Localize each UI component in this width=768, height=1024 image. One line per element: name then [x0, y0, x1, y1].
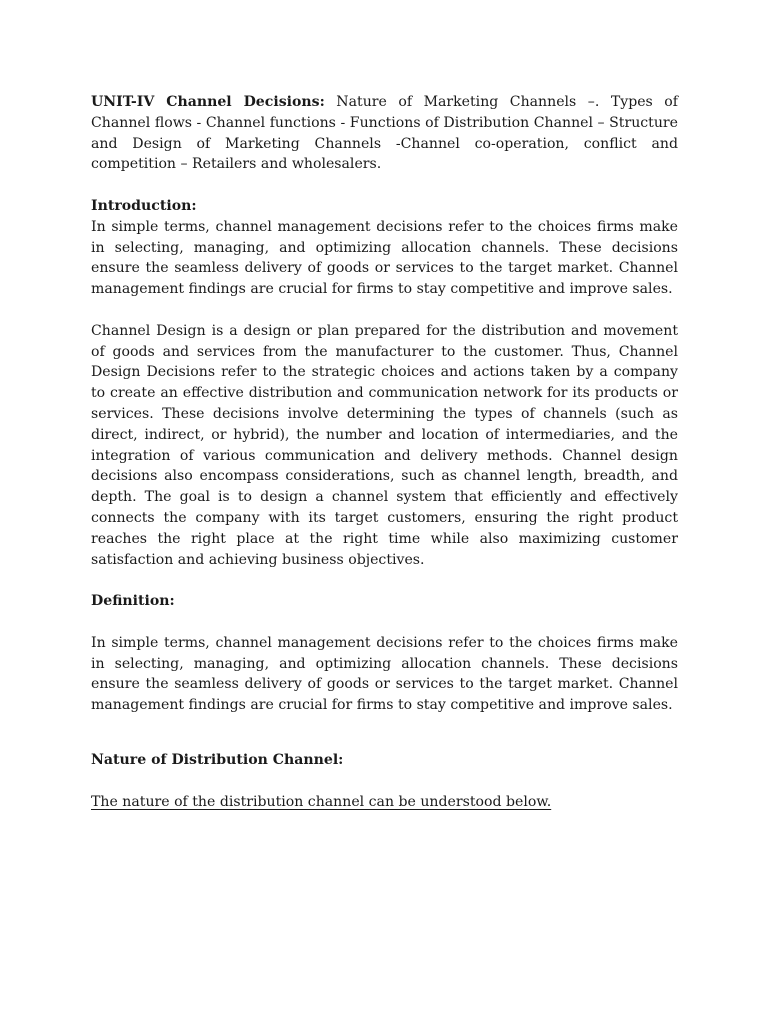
nature-intro-text: The nature of the distribution channel can be understood below.	[91, 793, 552, 810]
nature-intro	[91, 792, 678, 813]
introduction-paragraph-2: Channel Design is a design or plan prepared for the distribution and movement of goods and services from the manufacturer to the customer. Thus, Channel Design Decisions refer to the strategic choices and actions taken by a company to create an effective distribution and communication network for its products or services. These decisions involve determining the types of channels (such as direct, indirect, or hybrid), the number and location of intermediaries, and the integration of various communication and delivery methods. Channel design decisions also encompass considerations, such as channel length, breadth, and depth. The goal is to design a channel system that efficiently and effectively connects the company with its target customers, ensuring the right product reaches the right place at the right time while also maximizing customer satisfaction and achieving business objectives.	[91, 322, 678, 568]
unit-topics: Nature of Marketing Channels –. Types of Channel flows - Channel functions - Functions of Distribution Channel – Structure and Design of Marketing Channels -Channel co-operation, conflict and competition – Retailers and wholesalers.	[91, 94, 679, 173]
unit-label: UNIT-IV Channel Decisions:	[91, 94, 325, 110]
nature-heading: Nature of Distribution Channel:	[91, 751, 344, 768]
definition-paragraph: In simple terms, channel management decisions refer to the choices firms make in selecting, managing, and optimizing allocation channels. These decisions ensure the seamless delivery of goods or services to the target market. Channel management findings are crucial for firms to stay competitive and improve sales.	[91, 634, 678, 714]
spacer	[91, 300, 678, 321]
unit-overview	[91, 92, 678, 175]
introduction-heading: Introduction:	[91, 197, 197, 214]
introduction-paragraph-1: In simple terms, channel management decisions refer to the choices firms make in selecting, managing, and optimizing allocation channels. These decisions ensure the seamless delivery of goods or services to the target market. Channel management findings are crucial for firms to stay competitive and improve sales.	[91, 218, 678, 298]
spacer	[91, 716, 678, 750]
document-body	[91, 92, 678, 812]
definition-heading: Definition:	[91, 593, 175, 610]
spacer	[91, 612, 678, 633]
spacer	[91, 771, 678, 792]
spacer	[91, 570, 678, 591]
spacer	[91, 175, 678, 196]
